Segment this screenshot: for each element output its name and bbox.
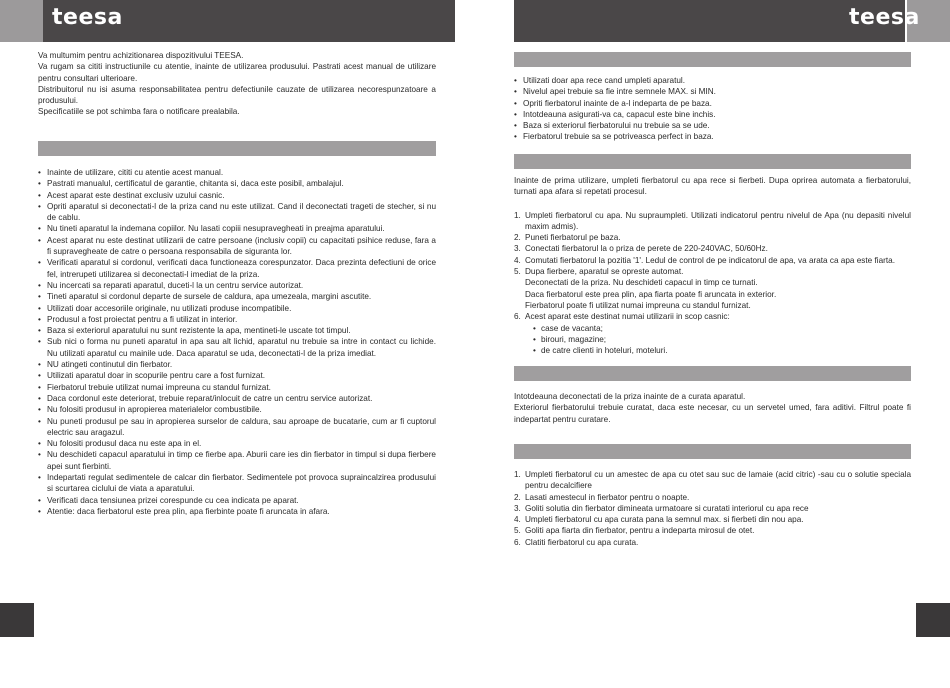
safety-item: • Utilizati doar accesoriile originale, nu utilizati produse incompatibile. bbox=[38, 303, 436, 314]
step-item bbox=[514, 311, 911, 356]
section-bar-cleaning bbox=[514, 366, 911, 381]
step-text: Acest aparat este destinat numai utilizarii in scop casnic: bbox=[525, 312, 730, 322]
safety-item: • Indepartati regulat sedimentele de calcar din fierbator. Sedimentele pot provoca supraincalzirea produsului si scurtarea ciclului de viata a aparatului. bbox=[38, 472, 436, 495]
step-number: 5. bbox=[514, 267, 521, 277]
warning-item: • Utilizati doar apa rece cand umpleti aparatul. bbox=[514, 75, 911, 86]
step-text: Clatiti fierbatorul cu apa curata. bbox=[525, 537, 639, 547]
step-number: 1. bbox=[514, 470, 521, 479]
use-cases-list bbox=[525, 323, 911, 357]
step-item bbox=[514, 266, 911, 311]
safety-item: • Inainte de utilizare, cititi cu atentie acest manual. bbox=[38, 167, 436, 178]
intro-disclaimer: Distribuitorul nu isi asuma responsabilitatea pentru defectiunile cauzate de utilizarea necorespunzatoare a produsului. bbox=[38, 84, 436, 106]
step-text: Umpleti fierbatorul cu apa curata pana la semnul max. si fierbeti din nou apa. bbox=[525, 515, 804, 525]
safety-item: • Verificati aparatul si cordonul, verificati daca functioneaza corespunzator. Daca prezinta defectiuni de orice fel, intrerupeti utilizarea si deconectati-l imediat de la priza. bbox=[38, 257, 436, 280]
safety-item: • Pastrati manualul, certificatul de garantie, chitanta si, daca este posibil, ambalajul. bbox=[38, 178, 436, 189]
step-number: 2. bbox=[514, 233, 521, 243]
intro-read-carefully: Va rugam sa cititi instructiunile cu atentie, inainte de utilizarea produsului. Pastrati acest manual de utilizare pentru consultari ulterioare. bbox=[38, 62, 436, 83]
step-text: Dupa fierbere, aparatul se opreste automat. bbox=[525, 267, 684, 277]
cleaning-section bbox=[514, 391, 911, 425]
warnings-list bbox=[514, 75, 911, 143]
cleaning-exterior: Exteriorul fierbatorului trebuie curatat, daca este necesar, cu un servetel umed, fara aditivi. Filtrul poate fi indepartat pentru curatare. bbox=[514, 403, 911, 424]
safety-item: • Utilizati aparatul doar in scopurile pentru care a fost furnizat. bbox=[38, 370, 436, 381]
safety-item: • Produsul a fost proiectat pentru a fi utilizat in interior. bbox=[38, 314, 436, 325]
step-number: 4. bbox=[514, 255, 521, 265]
section-bar-descaling bbox=[514, 444, 911, 459]
step-text: Goliti solutia din fierbator dimineata urmatoare si curatati interiorul cu apa rece bbox=[525, 503, 809, 513]
step-text: Comutati fierbatorul la pozitia '1'. Ledul de control de pe indicatorul de apa, va arata ca apa este fiarta. bbox=[525, 255, 895, 265]
safety-item: • Nu tineti aparatul la indemana copiilor. Nu lasati copiii nesupravegheati in preajma aparatului. bbox=[38, 223, 436, 234]
intro-text bbox=[38, 50, 436, 118]
use-case-item: • case de vacanta; bbox=[533, 323, 911, 334]
step-item bbox=[514, 537, 911, 548]
safety-item: • Sub nici o forma nu puneti aparatul in apa sau alt lichid, aparatul nu trebuie sa intre in contact cu lichide. Nu utilizati aparatul cu mainile ude. Daca aparatul se uda, deconectati-l de la priza imediat. bbox=[38, 336, 436, 359]
step-number: 2. bbox=[514, 492, 521, 502]
step-subline: Fierbatorul poate fi utilizat numai impreuna cu standul furnizat. bbox=[525, 300, 751, 310]
safety-item: • Verificati daca tensiunea prizei corespunde cu cea indicata pe aparat. bbox=[38, 495, 436, 506]
page-marker-left bbox=[0, 603, 34, 637]
step-number: 3. bbox=[514, 503, 521, 513]
step-text: Lasati amestecul in fierbator pentru o noapte. bbox=[525, 492, 690, 502]
step-number: 5. bbox=[514, 526, 521, 536]
safety-item: • Opriti aparatul si deconectati-l de la priza cand nu este utilizat. Cand il deconectati trageti de stecher, si nu de cablu. bbox=[38, 201, 436, 224]
step-number: 4. bbox=[514, 515, 521, 525]
step-item bbox=[514, 514, 911, 525]
step-number: 1. bbox=[514, 210, 521, 220]
step-text: Conectati fierbatorul la o priza de perete de 220-240VAC, 50/60Hz. bbox=[525, 244, 768, 254]
safety-item: • Nu folositi produsul daca nu este apa in el. bbox=[38, 438, 436, 449]
step-item bbox=[514, 255, 911, 266]
step-number: 6. bbox=[514, 537, 521, 547]
safety-item: • Acest aparat este destinat exclusiv uzului casnic. bbox=[38, 190, 436, 201]
safety-item: • NU atingeti continutul din fierbator. bbox=[38, 359, 436, 370]
teesa-logo-right: teesa bbox=[849, 5, 920, 30]
header-bar-right bbox=[514, 0, 905, 42]
safety-item: • Baza si exteriorul aparatului nu sunt rezistente la apa, mentineti-le uscate tot timpul. bbox=[38, 325, 436, 336]
safety-item: • Nu incercati sa reparati aparatul, duceti-l la un centru service autorizat. bbox=[38, 280, 436, 291]
page-marker-right bbox=[916, 603, 950, 637]
step-item bbox=[514, 243, 911, 254]
step-item bbox=[514, 503, 911, 514]
step-item bbox=[514, 525, 911, 536]
safety-item: • Nu puneti produsul pe sau in apropierea surselor de caldura, sau aproape de bucatarie, cum ar fi cuptorul electric sau aragazul. bbox=[38, 416, 436, 439]
intro-thanks: Va multumim pentru achizitionarea dispozitivului TEESA. bbox=[38, 51, 244, 60]
step-item bbox=[514, 492, 911, 503]
header-corner-left bbox=[0, 0, 43, 42]
warning-item: • Baza si exteriorul fierbatorului nu trebuie sa se ude. bbox=[514, 120, 911, 131]
step-item bbox=[514, 469, 911, 492]
safety-item: • Atentie: daca fierbatorul este prea plin, apa fierbinte poate fi aruncata in afara. bbox=[38, 506, 436, 517]
step-item bbox=[514, 210, 911, 233]
use-case-item: • birouri, magazine; bbox=[533, 334, 911, 345]
safety-item: • Daca cordonul este deteriorat, trebuie reparat/inlocuit de catre un centru service autorizat. bbox=[38, 393, 436, 404]
teesa-logo-left: teesa bbox=[52, 5, 123, 30]
step-subline: Deconectati de la priza. Nu deschideti capacul in timp ce turnati. bbox=[525, 278, 758, 288]
cleaning-unplug: Intotdeauna deconectati de la priza inainte de a curata aparatul. bbox=[514, 392, 746, 401]
usage-intro: Inainte de prima utilizare, umpleti fierbatorul cu apa rece si fierbeti. Dupa oprirea automata a fierbatorului, turnati apa afara si repetati procesul. bbox=[514, 176, 911, 197]
safety-item: • Acest aparat nu este destinat utilizarii de catre persoane (inclusiv copii) cu capacitati psihice reduse, fara a fi supravegheate de catre o persoana responsabila de siguranta lor. bbox=[38, 235, 436, 258]
safety-item: • Nu deschideti capacul aparatului in timp ce fierbe apa. Aburii care ies din fierbator in timpul si dupa fierbere apei sunt fierbinti. bbox=[38, 449, 436, 472]
warning-item: • Nivelul apei trebuie sa fie intre semnele MAX. si MIN. bbox=[514, 86, 911, 97]
safety-item: • Tineti aparatul si cordonul departe de sursele de caldura, apa umezeala, margini ascutite. bbox=[38, 291, 436, 302]
warning-item: • Fierbatorul trebuie sa se potriveasca perfect in baza. bbox=[514, 131, 911, 142]
warning-item: • Intotdeauna asigurati-va ca, capacul este bine inchis. bbox=[514, 109, 911, 120]
step-text: Umpleti fierbatorul cu apa. Nu supraumpleti. Utilizati indicatorul pentru nivelul de Apa (nu depasiti nivelul maxim admis). bbox=[525, 210, 911, 231]
step-item bbox=[514, 232, 911, 243]
warning-item: • Opriti fierbatorul inainte de a-l indeparta de pe baza. bbox=[514, 98, 911, 109]
descaling-section bbox=[514, 469, 911, 548]
step-number: 6. bbox=[514, 312, 521, 322]
step-text: Umpleti fierbatorul cu un amestec de apa cu otet sau suc de lamaie (acid citric) -sau cu o solutie speciala pentru decalcifiere bbox=[525, 470, 911, 491]
usage-section bbox=[514, 175, 911, 356]
step-text: Goliti apa fiarta din fierbator, pentru a indeparta mirosul de otet. bbox=[525, 526, 755, 536]
safety-list bbox=[38, 167, 436, 517]
step-text: Puneti fierbatorul pe baza. bbox=[525, 233, 621, 243]
section-bar-usage bbox=[514, 154, 911, 169]
use-case-item: • de catre clienti in hoteluri, moteluri. bbox=[533, 345, 911, 356]
section-bar-safety bbox=[38, 141, 436, 156]
section-bar-warnings bbox=[514, 52, 911, 67]
safety-item: • Nu folositi produsul in apropierea materialelor combustibile. bbox=[38, 404, 436, 415]
step-number: 3. bbox=[514, 244, 521, 254]
step-subline: Daca fierbatorul este prea plin, apa fiarta poate fi aruncata in exterior. bbox=[525, 289, 777, 299]
intro-specs-note: Specificatiile se pot schimba fara o notificare prealabila. bbox=[38, 107, 240, 117]
safety-item: • Fierbatorul trebuie utilizat numai impreuna cu standul furnizat. bbox=[38, 382, 436, 393]
